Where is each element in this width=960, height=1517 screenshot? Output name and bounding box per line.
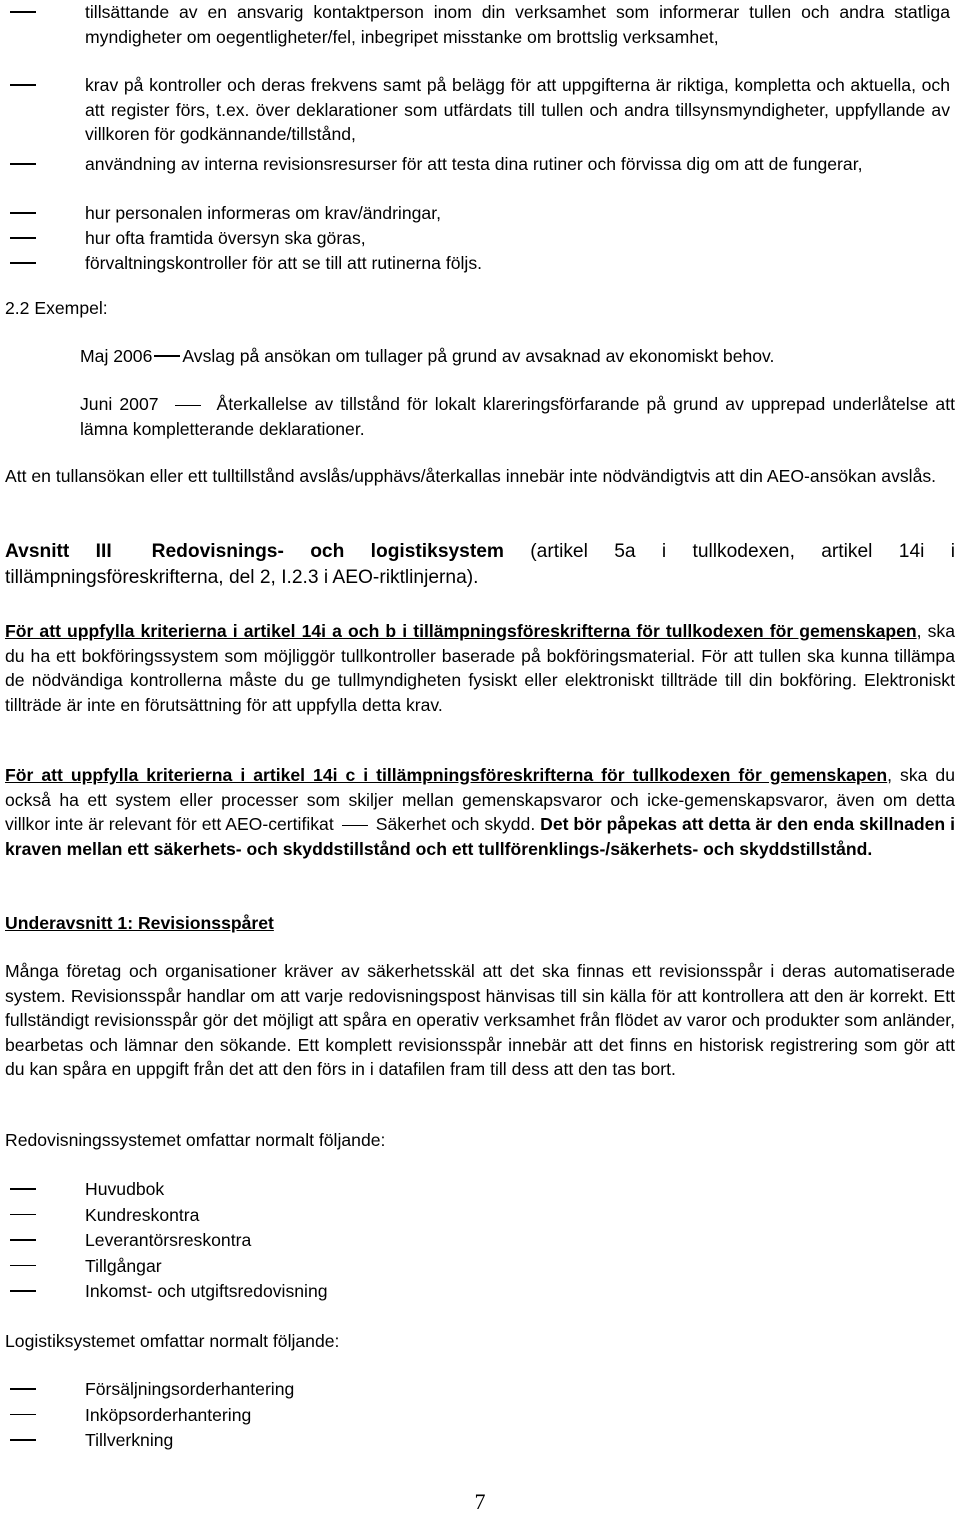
dash-bullet <box>10 1254 40 1279</box>
section-heading <box>5 539 955 591</box>
list-item: Tillverkning <box>5 1428 955 1454</box>
accounting-intro: Redovisningssystemet omfattar normalt följande: <box>5 1130 386 1150</box>
dash-bullet <box>10 1228 40 1253</box>
list-item: Tillgångar <box>5 1254 955 1280</box>
dash-bullet <box>10 1403 40 1428</box>
list-item: tillsättande av en ansvarig kontaktperson inom din verksamhet som informerar tullen och andra statliga myndigheter om oegentligheter/fel, inbegripet misstanke om brottslig verksamhet, <box>5 0 955 73</box>
page-number: 7 <box>474 1489 486 1514</box>
dash-bullet <box>10 1177 40 1202</box>
section-reference: (artikel 5a i tullkodexen, artikel 14i i tillämpningsföreskrifterna, del 2, I.2.3 i AEO-riktlinjerna). <box>5 541 955 588</box>
list-item: hur ofta framtida översyn ska göras, <box>5 226 955 251</box>
dash-bullet <box>10 226 40 251</box>
top-dash-list <box>5 0 955 276</box>
list-item: Huvudbok <box>5 1177 955 1203</box>
list-item: Kundreskontra <box>5 1203 955 1229</box>
dash-bullet <box>10 1203 40 1228</box>
list-item: användning av interna revisionsresurser för att testa dina rutiner och förvissa dig om att de fungerar, <box>5 152 955 201</box>
list-item: krav på kontroller och deras frekvens samt på belägg för att uppgifterna är riktiga, kompletta och aktuella, och att register förs, t.ex. över deklarationer som utfärdats till tullen och andra tillsynsmyndigheter, uppfyllande av villkoren för godkännande/tillstånd, <box>5 73 955 152</box>
logistics-list <box>5 1377 955 1454</box>
dash-bullet <box>10 1279 40 1304</box>
list-item: förvaltningskontroller för att se till att rutinerna följs. <box>5 251 955 276</box>
dash-bullet <box>10 1428 40 1453</box>
dash-bullet <box>10 251 40 276</box>
dash-bullet <box>10 0 40 25</box>
paragraph-goods-separation: För att uppfylla kriterierna i artikel 14i c i tillämpningsföreskrifterna för tullkodexen för gemenskapen, ska du också ha ett system eller processer som skiljer mellan gemenskapsvaror och icke-gemenskapsvaror, även om detta villkor inte är relevant för ett AEO-certifikat Säkerhet och skydd. Det bör påpekas att detta är den enda skillnaden i kraven mellan ett säkerhets- och skyddstillstånd och ett tullförenklings-/säkerhets- och skyddstillstånd. <box>5 765 955 859</box>
example-item: Maj 2006 Avslag på ansökan om tullager på grund av avsaknad av ekonomiskt behov. <box>80 346 775 366</box>
section-title: Redovisnings- och logistiksystem <box>151 541 504 562</box>
accounting-list <box>5 1177 955 1305</box>
paragraph-audit-trail: Många företag och organisationer kräver av säkerhetsskäl att det ska finnas ett revisionsspår i deras automatiserade system. Revisionsspår handlar om att varje redovisningspost hänvisas till sin källa för att kontrollera att den är korrekt. Ett fullständigt revisionsspår gör det möjligt att spåra en operativ verksamhet från flödet av varor och produkter som anländer, bearbetas och lämnar den sökande. Ett komplett revisionsspår innebär att det finns en historisk registrering som gör att du kan spåra en uppgift från det att den förs in i datafilen fram till dess att den tas bort. <box>5 961 955 1079</box>
list-item: Försäljningsorderhantering <box>5 1377 955 1403</box>
paragraph-bookkeeping: För att uppfylla kriterierna i artikel 14i a och b i tillämpningsföreskrifterna för tullkodexen för gemenskapen, ska du ha ett bokföringssystem som möjliggör tullkontroller baserade på bokföringsmaterial. För att tullen ska kunna tillämpa de nödvändiga kontrollerna måste du ge tullmyndigheten fysiskt eller elektroniskt tillträde till din bokföring. Elektroniskt tillträde är inte en förutsättning för att uppfylla detta krav. <box>5 621 955 715</box>
example-item: Juni 2007 Återkallelse av tillstånd för lokalt klareringsförfarande på grund av upprepad underlåtelse att lämna kompletterande deklarationer. <box>80 394 955 439</box>
logistics-intro: Logistiksystemet omfattar normalt följande: <box>5 1331 340 1351</box>
list-item: Inköpsorderhantering <box>5 1403 955 1429</box>
section-number: Avsnitt III <box>5 541 112 562</box>
subsection-heading: Underavsnitt 1: Revisionsspåret <box>5 913 274 933</box>
aeo-paragraph: Att en tullansökan eller ett tulltillstånd avslås/upphävs/återkallas innebär inte nödvändigtvis att din AEO-ansökan avslås. <box>5 466 937 486</box>
dash-bullet <box>10 1377 40 1402</box>
list-item: hur personalen informeras om krav/ändringar, <box>5 201 955 226</box>
dash-bullet <box>10 201 40 226</box>
dash-bullet <box>10 73 40 98</box>
example-heading: 2.2 Exempel: <box>5 298 108 318</box>
dash-bullet <box>10 152 40 177</box>
list-item: Inkomst- och utgiftsredovisning <box>5 1279 955 1305</box>
list-item: Leverantörsreskontra <box>5 1228 955 1254</box>
